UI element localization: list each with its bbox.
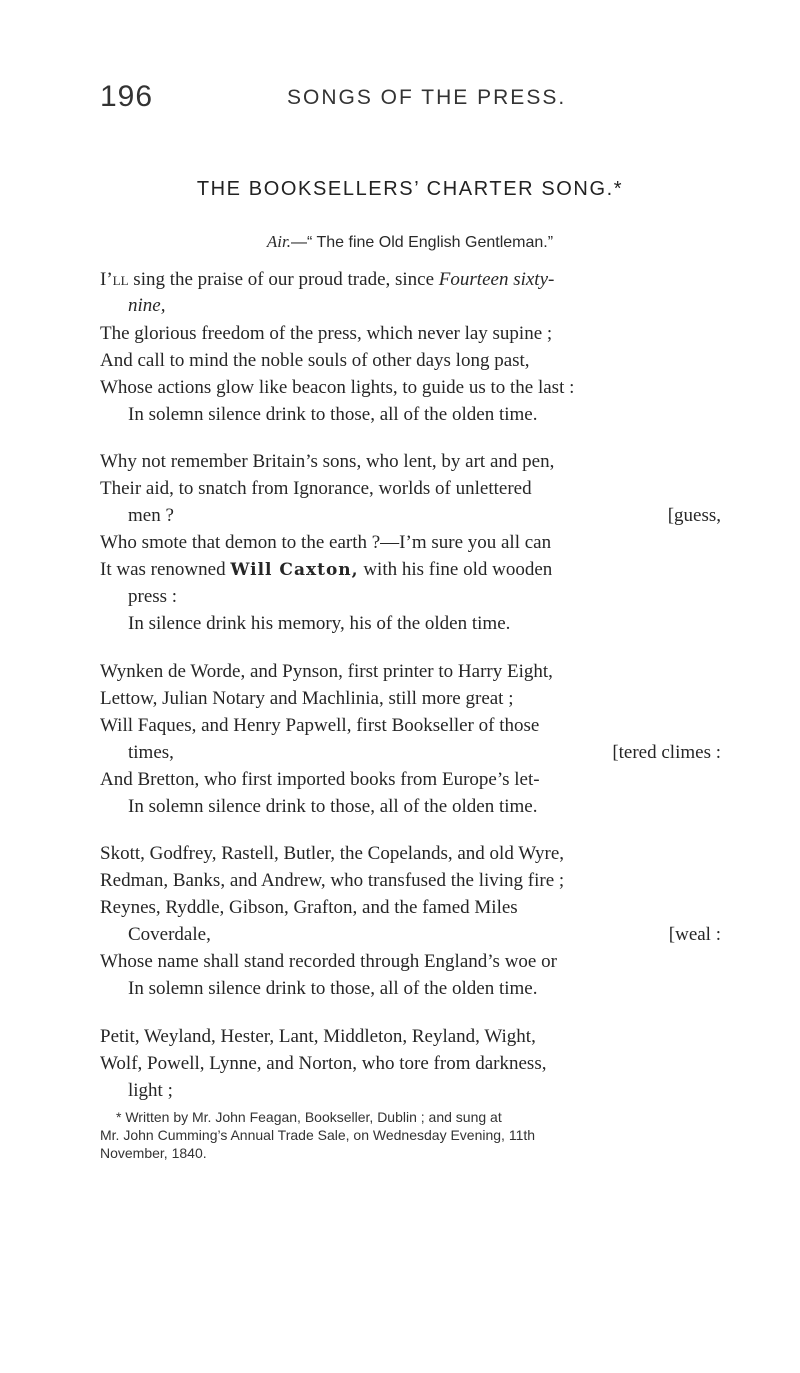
stanza1-line6: In solemn silence drink to those, all of the olden time. [128, 404, 538, 425]
line-text: It was renowned [100, 559, 231, 580]
line-text: with his fine old wooden [358, 559, 553, 580]
footnote-line3: November, 1840. [100, 1145, 207, 1161]
page-header [100, 80, 720, 120]
stanza4-line2: Redman, Banks, and Andrew, who transfused the living fire ; [100, 870, 565, 891]
stanza4-line5: Whose name shall stand recorded through England’s woe or [100, 951, 557, 972]
stanza5-line2: Wolf, Powell, Lynne, and Norton, who tore from darkness, [100, 1053, 547, 1074]
line-text: Coverdale, [128, 924, 211, 945]
stanza5-line3: light ; [128, 1080, 173, 1101]
footnote-line2: Mr. John Cumming’s Annual Trade Sale, on Wednesday Evening, 11th [100, 1127, 536, 1143]
stanza4-line6: In solemn silence drink to those, all of the olden time. [128, 978, 538, 999]
stanza1-line3: The glorious freedom of the press, which never lay supine ; [100, 323, 553, 344]
italic-text: Fourteen sixty- [438, 269, 555, 290]
page-number: 196 [100, 80, 154, 113]
bracketed-carryover: [weal : [668, 924, 721, 945]
stanza2-line3 [128, 505, 721, 527]
stanza4-line3: Reynes, Ryddle, Gibson, Grafton, and the famed Miles [100, 897, 518, 918]
stanza2-line5 [100, 559, 552, 581]
footnote-line1: * Written by Mr. John Feagan, Bookseller, Dublin ; and sung at [116, 1109, 502, 1125]
stanza2-line4: Who smote that demon to the earth ?—I’m sure you all can [100, 532, 552, 553]
stanza5-line1: Petit, Weyland, Hester, Lant, Middleton, Reyland, Wight, [100, 1026, 536, 1047]
stanza3-line5: And Bretton, who first imported books from Europe’s let- [100, 769, 540, 790]
air-tune: —“ The fine Old English Gentleman.” [291, 234, 554, 251]
stanza3-line3: Will Faques, and Henry Papwell, first Bookseller of those [100, 715, 540, 736]
stanza1-line2: nine, [128, 295, 166, 316]
stanza2-line7: In silence drink his memory, his of the olden time. [128, 613, 511, 634]
stanza3-line4 [128, 742, 721, 764]
stanza4-line1: Skott, Godfrey, Rastell, Butler, the Copelands, and old Wyre, [100, 843, 565, 864]
line-text: men ? [128, 505, 174, 526]
stanza1-line5: Whose actions glow like beacon lights, to guide us to the last : [100, 377, 575, 398]
stanza2-line6: press : [128, 586, 178, 607]
blackletter-name: Will Caxton, [230, 560, 359, 580]
stanza3-line1: Wynken de Worde, and Pynson, first printer to Harry Eight, [100, 661, 553, 682]
bracketed-carryover: [guess, [667, 505, 721, 526]
running-head: SONGS OF THE PRESS. [287, 86, 567, 109]
air-line [100, 232, 720, 252]
line-text: times, [128, 742, 174, 763]
stanza3-line6: In solemn silence drink to those, all of the olden time. [128, 796, 538, 817]
stanza1-line4: And call to mind the noble souls of other days long past, [100, 350, 530, 371]
stanza2-line1: Why not remember Britain’s sons, who lent, by art and pen, [100, 451, 555, 472]
bracketed-carryover: [tered climes : [612, 742, 721, 763]
song-title: THE BOOKSELLERS’ CHARTER SONG.* [196, 178, 624, 200]
line-text: sing the praise of our proud trade, since [128, 269, 439, 290]
stanza4-line4 [128, 924, 721, 946]
stanza3-line2: Lettow, Julian Notary and Machlinia, still more great ; [100, 688, 514, 709]
stanza1-line1 [100, 269, 721, 291]
stanza2-line2: Their aid, to snatch from Ignorance, worlds of unlettered [100, 478, 532, 499]
air-label: Air. [266, 232, 292, 251]
dropcap-word: I’ll [100, 269, 129, 290]
